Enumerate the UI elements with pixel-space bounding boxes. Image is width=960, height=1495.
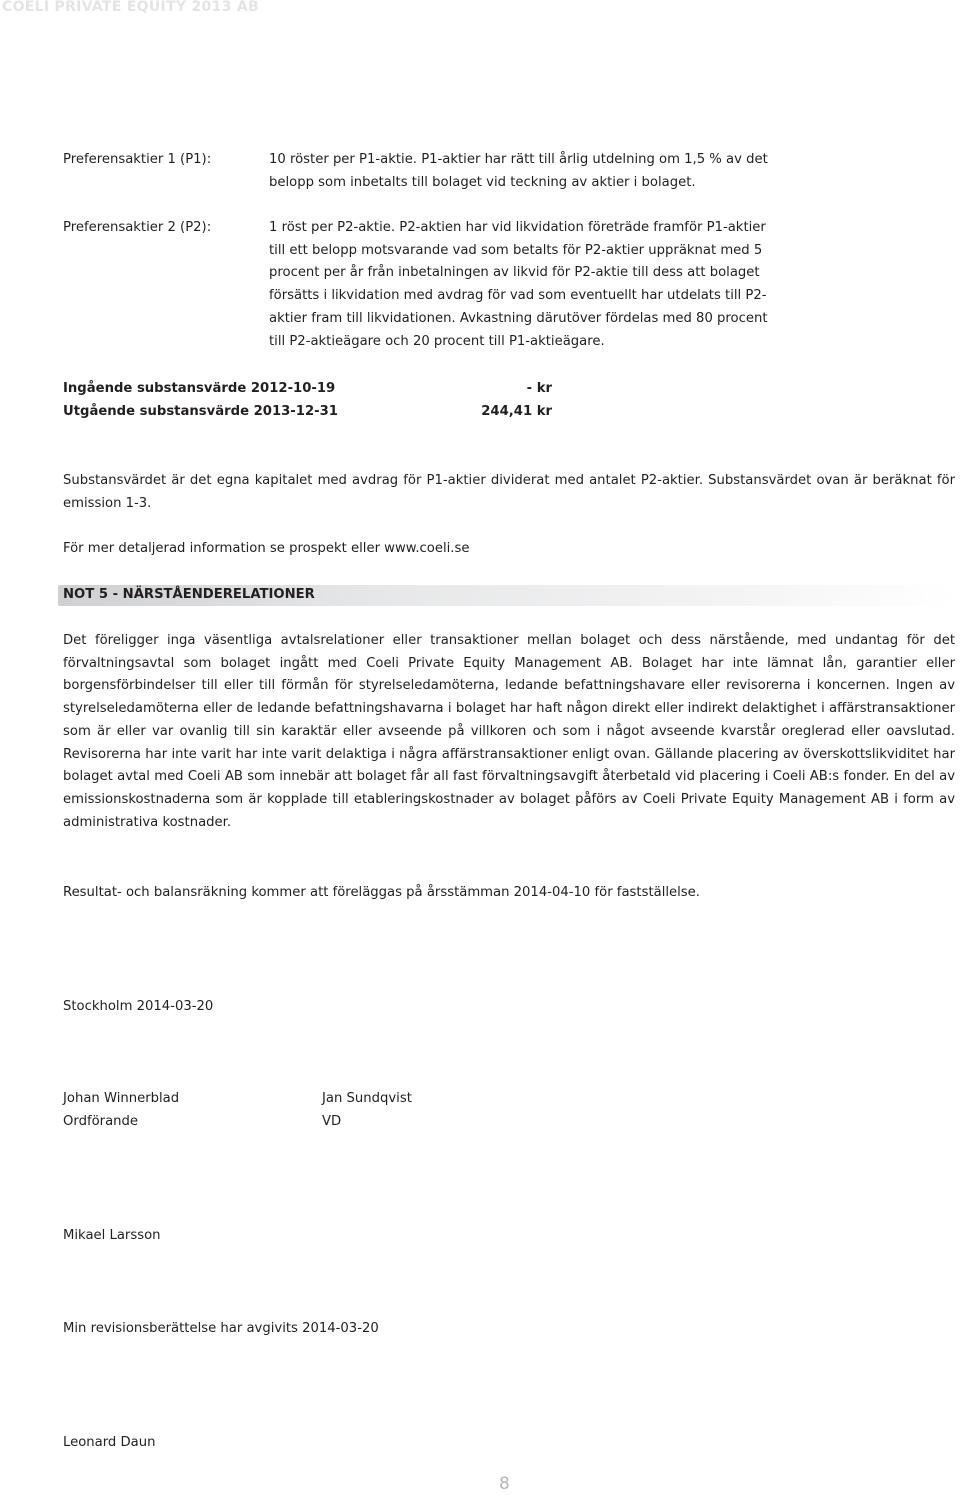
approval-paragraph: Resultat- och balansräkning kommer att föreläggas på årsstämman 2014-04-10 för fastställelse. — [63, 885, 700, 900]
signatory-role: Ordförande — [63, 1114, 138, 1129]
share-class-p1-description: 10 röster per P1-aktie. P1-aktier har rätt till årlig utdelning om 1,5 % av det belopp som inbetalts till bolaget vid teckning av aktier i bolaget. — [269, 152, 768, 190]
note5-heading: NOT 5 - NÄRSTÅENDERELATIONER — [63, 587, 315, 602]
opening-nav-value: - kr — [526, 381, 552, 396]
share-class-p1-label: Preferensaktier 1 (P1): — [63, 152, 212, 167]
document-header: COELI PRIVATE EQUITY 2013 AB — [2, 0, 259, 14]
opening-nav-label: Ingående substansvärde 2012-10-19 — [63, 381, 336, 396]
closing-nav-value: 244,41 kr — [481, 404, 552, 419]
nav-note-paragraph: Substansvärdet är det egna kapitalet med avdrag för P1-aktier dividerat med antalet P2-aktier. Substansvärdet ovan är beräknat för emission 1-3. — [63, 473, 955, 511]
signatory-role: VD — [322, 1114, 342, 1129]
audit-statement: Min revisionsberättelse har avgivits 2014-03-20 — [63, 1321, 379, 1336]
signatory-name: Johan Winnerblad — [63, 1091, 180, 1106]
signatory-name: Mikael Larsson — [63, 1228, 161, 1243]
signatory-name: Jan Sundqvist — [322, 1091, 412, 1106]
more-info-paragraph: För mer detaljerad information se prospekt eller www.coeli.se — [63, 541, 470, 556]
share-class-p2-label: Preferensaktier 2 (P2): — [63, 220, 212, 235]
auditor-name: Leonard Daun — [63, 1435, 156, 1450]
note5-body-paragraph: Det föreligger inga väsentliga avtalsrelationer eller transaktioner mellan bolaget och dess närstående, med undantag för det förvaltningsavtal som bolaget ingått med Coeli Private Equity Management AB. Bolaget har inte lämnat lån, garantier eller borgensförbindelser till eller till förmån för styrelseledamöterna, ledande befattningshavare eller revisorerna i koncernen. Ingen av styrelseledamöterna eller de ledande befattningshavarna i bolaget har haft någon direkt eller indirekt delaktighet i affärstransaktioner som är eller var ovanlig till sin karaktär eller avseende på villkoren och som i något avseende kvarstår oreglerad eller oavslutad. Revisorerna har inte varit har inte varit delaktiga i några affärstransaktioner enligt ovan. Gällande placering av överskottslikviditet har bolaget avtal med Coeli AB som innebär att bolaget får all fast förvaltningsavgift återbetald vid placering i Coeli AB:s fonder. En del av emissionskostnaderna som är kopplade till etableringskostnader av bolaget påförs av Coeli Private Equity Management AB i form av administrativa kostnader. — [63, 633, 955, 830]
page-number: 8 — [499, 1474, 510, 1494]
share-class-p2-description: 1 röst per P2-aktie. P2-aktien har vid likvidation företräde framför P1-aktier till ett belopp motsvarande vad som betalts för P2-aktier uppräknat med 5 procent per år från inbetalningen av likvid för P2-aktie till dess att bolaget försätts i likvidation med avdrag för vad som eventuellt har utdelats till P2-aktier fram till likvidationen. Avkastning därutöver fördelas med 80 procent till P2-aktieägare och 20 procent till P1-aktieägare. — [269, 220, 768, 349]
closing-nav-label: Utgående substansvärde 2013-12-31 — [63, 404, 338, 419]
place-date: Stockholm 2014-03-20 — [63, 999, 214, 1014]
